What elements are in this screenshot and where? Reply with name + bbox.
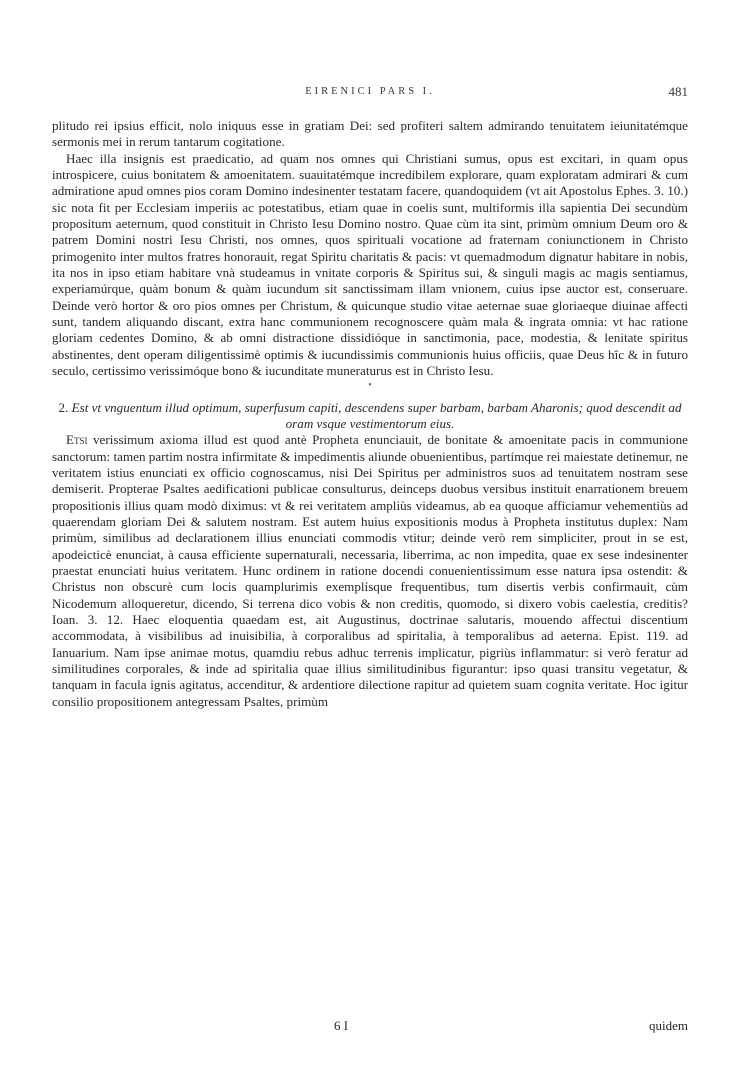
section-number: 2. — [58, 399, 69, 415]
section-heading — [52, 400, 688, 433]
section-heading-text: Est vt vnguentum illud optimum, superfusum capiti, descendens super barbam, barbam Aharonis; quod descendit ad oram vsque vestimentorum eius. — [71, 399, 682, 431]
running-title: EIRENICI PARS I. — [305, 86, 435, 97]
paragraph-praedicatio: Haec illa insignis est praedicatio, ad quam nos omnes qui Christiani sumus, opus est excitari, in quam opus introspicere, cuius bonitatem & amoenitatem. suauitatémque incredibilem explorare, quam exploratam admirari & cum admiratione apud omnes pios coram Domino indesinenter testatam facere, quandoquidem (vt ait Apostolus Ephes. 3. 10.) sic nota fit per Ecclesiam imperiis ac potestatibus, etiam quae in coelis sunt, multiformis illa sapientia Dei secundùm propositum aeternum, quod constituit in Christo Iesu Domino nostro. Quae cùm ita sint, primùm omnium Deum oro & patrem Domini nostri Iesu Christi, nos omnes, quos spirituali vocatione ad fraternam coniunctionem in Christo primogenito inter multos fratres honorauit, regat Spiritu charitatis & pacis: vt quemadmodum dignatur habitare in nobis, ita nos in ipso etiam habitare vnà studeamus in vnitate corporis & Spiritus sui, & singuli magis ac magis sentiamus, experiamúrque, quàm bonum & quàm iucundum sit sanctissimam illam vnionem, cuius ipse auctor est, conseruare. Deinde verò hortor & oro pios omnes per Christum, & quicunque studio vitae aeternae suae gloriaeque diuinae affecti sunt, tandem aliquando discant, extra hanc communionem recognoscere quàm mala & ingrata omnia: vt hac ratione gloriam cedentes Domino, & ab omni distractione dissidióque in sanctimonia, pace, modestia, & lenitate spiritus abstinentes, dent operam diligentissimè optimis & iucundissimis communionis huius officiis, quae Deus hîc & in futuro seculo, certissimo verissimóque bono & iucunditate muneraturus est in Christo Iesu. — [52, 150, 688, 379]
page-text — [52, 118, 688, 710]
initial-word: Etsi — [66, 432, 88, 448]
page-header — [52, 86, 688, 106]
paragraph-etsi — [52, 432, 688, 710]
signature-mark: 6 I — [334, 1018, 349, 1033]
section-mark: • — [368, 379, 372, 391]
page-number: 481 — [668, 84, 688, 99]
catchword: quidem — [649, 1018, 688, 1033]
paragraph-continuation: plitudo rei ipsius efficit, nolo iniquus esse in gratiam Dei: sed profiteri saltem admirando tenuitatem ieiunitatémque sermonis mei in rerum tantarum cogitatione. — [52, 118, 688, 150]
page-footer — [52, 1018, 688, 1038]
paragraph-etsi-text: verissimum axioma illud est quod antè Propheta enunciauit, de bonitate & amoenitate pacis in communione sanctorum: tamen partim nostra infirmitate & impedimentis aliunde obuenientibus, partímque rei maiestate detinemur, ne veritatem istius enunciati ex officio cognoscamus, nisi Dei Spiritus per administros suos ad tenuitatem nostram sese demiserit. Propterae Psaltes aedificationi publicae consulturus, deinceps duobus versibus instituit enarrationem breuem propositionis illius quam modò diximus: vt & rei veritatem ampliùs videamus, ab ea quoque afficiamur vehementiùs ad quaerendam gloriam Dei & salutem nostram. Est autem huius expositionis modus à Propheta institutus duplex: Nam primùm, similibus ad declarationem illius enunciati commodis vtitur; deinde verò rem simpliciter, prout in se est, apodeicticè enunciat, à causa efficiente supernaturali, necessaria, liberrima, ac non impedita, quae ex sese indesinenter praestat enunciati huius veritatem. Hunc ordinem in ratione docendi conuenientissimum esse natura ipsa ostendit: & Christus non obscurè cum locis quamplurimis exemplísque frequentibus, tum disertis verbis confirmauit, cùm Nicodemum alloqueretur, dicendo, Si terrena dico vobis & non creditis, quomodo, si dixero vobis caelestia, creditis? Ioan. 3. 12. Haec eloquentia quaedam est, ait Augustinus, doctrinae salutaris, mouendo affectui discentium accommodata, à visibilibus ad inuisibilia, à corporalibus ad spiritalia, à temporalibus ad aeterna. Epist. 119. ad Ianuarium. Nam ipse animae motus, quamdiu rebus adhuc terrenis implicatur, pigriùs inflammatur: si verò feratur ad similitudines corporales, & inde ad spiritalia quae illius similitudinibus figurantur: ipso quasi transitu vegetatur, & tanquam in facula ignis agitatus, accenditur, & ardentiore dilectione rapitur ad quietem suam cognita veritate. Hoc igitur consilio propositionem antegressam Psaltes, primùm — [52, 432, 688, 709]
